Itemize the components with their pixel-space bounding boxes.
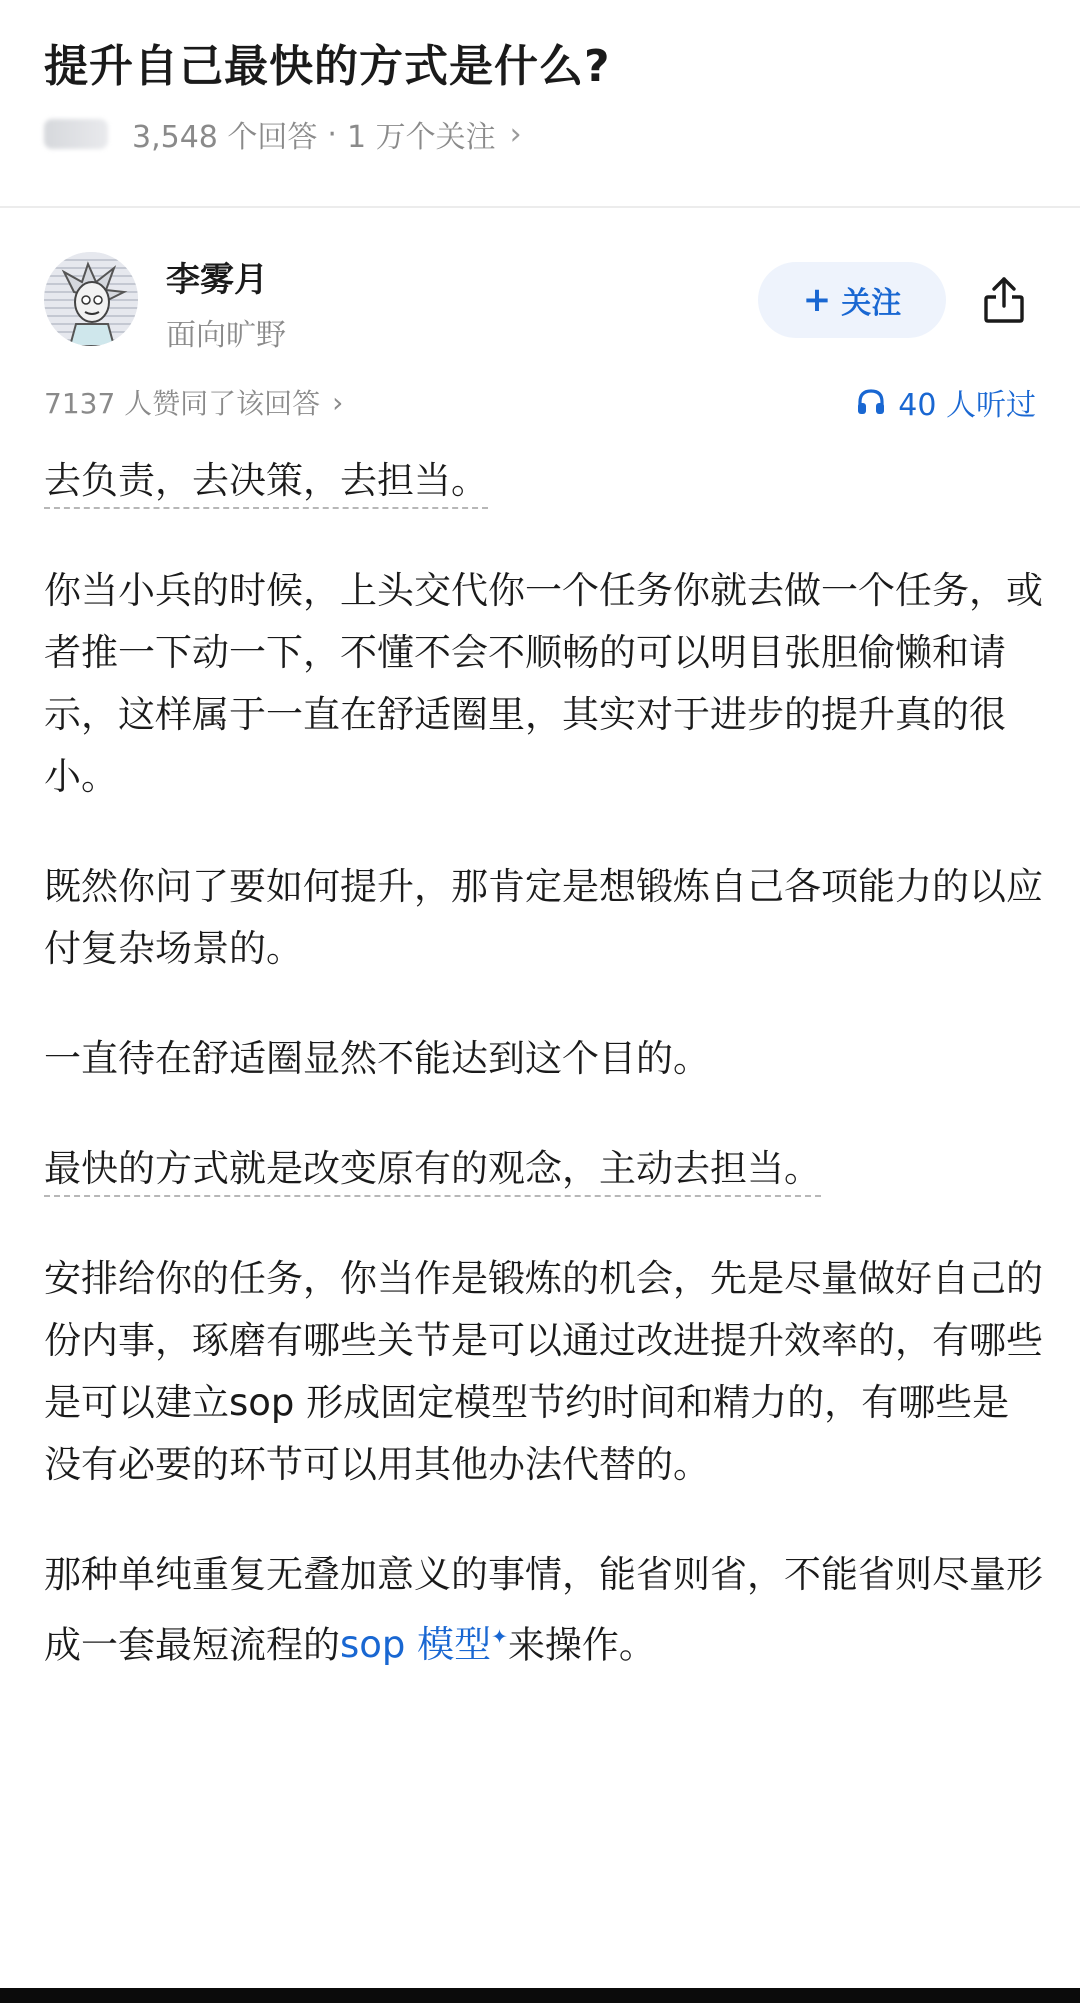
paragraph-3: 既然你问了要如何提升，那肯定是想锻炼自己各项能力的以应付复杂场景的。 [44, 865, 1043, 970]
keyword-link-label: sop 模型 [340, 1623, 492, 1667]
follower-count: 1 万个关注 [346, 120, 496, 155]
avatar-image [44, 252, 138, 346]
paragraph-7 [44, 1544, 1044, 1676]
author-bio: 面向旷野 [166, 318, 286, 353]
chevron-right-icon: › [509, 116, 522, 152]
sparkle-icon: ✦ [491, 1625, 508, 1649]
upvote-summary[interactable] [44, 382, 343, 422]
upvote-count: 7137 人赞同了该回答 [44, 387, 321, 420]
paragraph-4: 一直待在舒适圈显然不能达到这个目的。 [44, 1037, 710, 1080]
question-title[interactable]: 提升自己最快的方式是什么? [44, 41, 611, 92]
topic-tag-blurred [44, 119, 108, 149]
chevron-right-icon: › [332, 385, 344, 419]
follow-button[interactable] [758, 262, 946, 338]
listen-count[interactable] [856, 380, 1036, 424]
paragraph-6: 安排给你的任务，你当作是锻炼的机会，先是尽量做好自己的份内事，琢磨有哪些关节是可以通过改进提升效率的，有哪些是可以建立sop 形成固定模型节约时间和精力的，有哪些是没有必要的环节可以用其他办法代替的。 [44, 1257, 1043, 1486]
paragraph-2: 你当小兵的时候，上头交代你一个任务你就去做一个任务，或者推一下动一下，不懂不会不顺畅的可以明目张胆偷懒和请示，这样属于一直在舒适圈里，其实对于进步的提升真的很小。 [44, 569, 1043, 798]
question-meta[interactable] [44, 112, 522, 156]
paragraph-1 [44, 450, 1044, 512]
paragraph-5 [44, 1138, 1044, 1200]
plus-icon: + [802, 280, 832, 320]
answer-count: 3,548 个回答 [132, 120, 318, 155]
bottom-edge [0, 1988, 1080, 2003]
author-name[interactable]: 李雾月 [166, 260, 268, 300]
follow-label: 关注 [841, 286, 902, 321]
share-icon [981, 275, 1027, 325]
meta-separator: · [327, 116, 337, 152]
paragraph-7-text: 那种单纯重复无叠加意义的事情，能省则省，不能省则尽量形成一套最短流程的 [44, 1553, 1043, 1667]
highlighted-sentence[interactable]: 去负责，去决策，去担当。 [44, 459, 488, 502]
listen-count-label: 40 人听过 [898, 388, 1036, 423]
author-avatar[interactable] [44, 252, 138, 346]
section-divider [0, 206, 1080, 208]
share-button[interactable] [976, 270, 1032, 330]
highlighted-sentence[interactable]: 最快的方式就是改变原有的观念，主动去担当。 [44, 1147, 821, 1190]
paragraph-7-end: 来操作。 [507, 1623, 656, 1667]
keyword-link[interactable] [340, 1623, 508, 1666]
answer-content [44, 450, 1044, 1724]
headphones-icon [856, 387, 886, 417]
